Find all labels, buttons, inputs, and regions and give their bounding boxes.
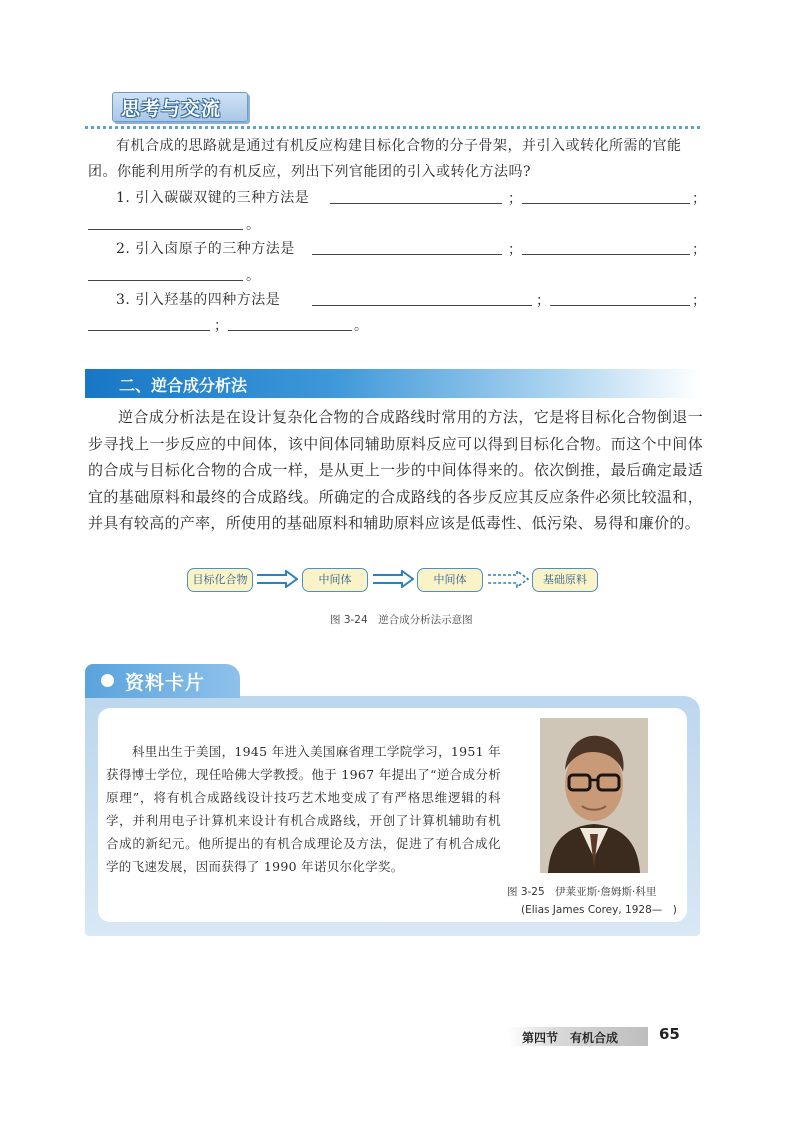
section-title: 二、逆合成分析法 (119, 376, 248, 395)
flow-box-intermediate-2: 中间体 (417, 568, 483, 592)
photo-caption-dates: (Elias James Corey, 1928— ) (521, 904, 677, 916)
question-3-label: 3. 引入羟基的四种方法是 (116, 292, 281, 308)
double-arrow-icon (372, 570, 414, 588)
dashed-arrow-icon (487, 570, 529, 588)
think-discuss-title: 思考与交流 (121, 98, 222, 120)
semicolon: ； (214, 318, 228, 334)
answer-blank-3b[interactable] (550, 305, 690, 306)
answer-blank-1a[interactable] (330, 203, 502, 204)
info-card-text: 科里出生于美国，1945 年进入美国麻省理工学院学习，1951 年获得博士学位，现任哈佛大学教授。他于 1967 年提出了“逆合成分析原理”，将有机合成路线设计技巧艺术地变成了有严格思维逻辑的科学，并利用电子计算机来设计有机合成路线，开创了计算机辅助有机合成的新纪元。他所提出的有机合成理论及方法，促进了有机合成化学的飞速发展，因而获得了 1990 年诺贝尔化学奖。 (106, 744, 501, 874)
flow-box-intermediate-1: 中间体 (302, 568, 368, 592)
portrait-illustration (540, 718, 648, 873)
semicolon: ； (508, 242, 522, 258)
photo-caption-name: 图 3-25 伊莱亚斯·詹姆斯·科里 (507, 886, 657, 898)
semicolon: ； (692, 293, 706, 309)
info-card-title: 资料卡片 (125, 672, 206, 694)
portrait-photo (540, 718, 648, 873)
answer-blank-2a[interactable] (312, 254, 502, 255)
semicolon: ； (508, 191, 522, 207)
question-1-label: 1. 引入碳碳双键的三种方法是 (116, 190, 310, 206)
answer-blank-3a[interactable] (312, 305, 532, 306)
semicolon: ； (692, 242, 706, 258)
period: 。 (246, 217, 260, 233)
answer-blank-3c[interactable] (88, 330, 210, 331)
bullet-dot-icon (101, 674, 114, 687)
figure-caption: 图 3-24 逆合成分析法示意图 (330, 614, 473, 626)
footer-section-label: 第四节 有机合成 (522, 1031, 619, 1045)
section-header-bar (85, 369, 700, 398)
answer-blank-1b[interactable] (522, 203, 690, 204)
period: 。 (246, 268, 260, 284)
info-card-tab (85, 664, 240, 698)
answer-blank-3d[interactable] (228, 330, 352, 331)
answer-blank-1c[interactable] (88, 229, 243, 230)
retro-paragraph: 逆合成分析法是在设计复杂化合物的合成路线时常用的方法，它是将目标化合物倒退一步寻找上一步反应的中间体，该中间体同辅助原料反应可以得到目标化合物。而这个中间体的合成与目标化合物的合成一样，是从更上一步的中间体得来的。依次倒推，最后确定最适宜的基础原料和最终的合成路线。所确定的合成路线的各步反应其反应条件必须比较温和，并具有较高的产率，所使用的基础原料和辅助原料应该是低毒性、低污染、易得和廉价的。 (88, 408, 703, 532)
period: 。 (354, 318, 368, 334)
semicolon: ； (536, 293, 550, 309)
double-arrow-icon (256, 570, 298, 588)
think-paragraph: 有机合成的思路就是通过有机反应构建目标化合物的分子骨架，并引入或转化所需的官能团。你能利用所学的有机反应，列出下列官能团的引入或转化方法吗? (88, 138, 682, 180)
page-number: 65 (659, 1025, 680, 1043)
answer-blank-2c[interactable] (88, 280, 243, 281)
question-2-label: 2. 引入卤原子的三种方法是 (116, 241, 295, 257)
think-discuss-badge (112, 92, 248, 122)
semicolon: ； (692, 191, 706, 207)
flow-box-base-material: 基础原料 (532, 568, 598, 592)
flow-box-target: 目标化合物 (187, 568, 253, 592)
answer-blank-2b[interactable] (522, 254, 690, 255)
dotted-divider (85, 126, 700, 129)
